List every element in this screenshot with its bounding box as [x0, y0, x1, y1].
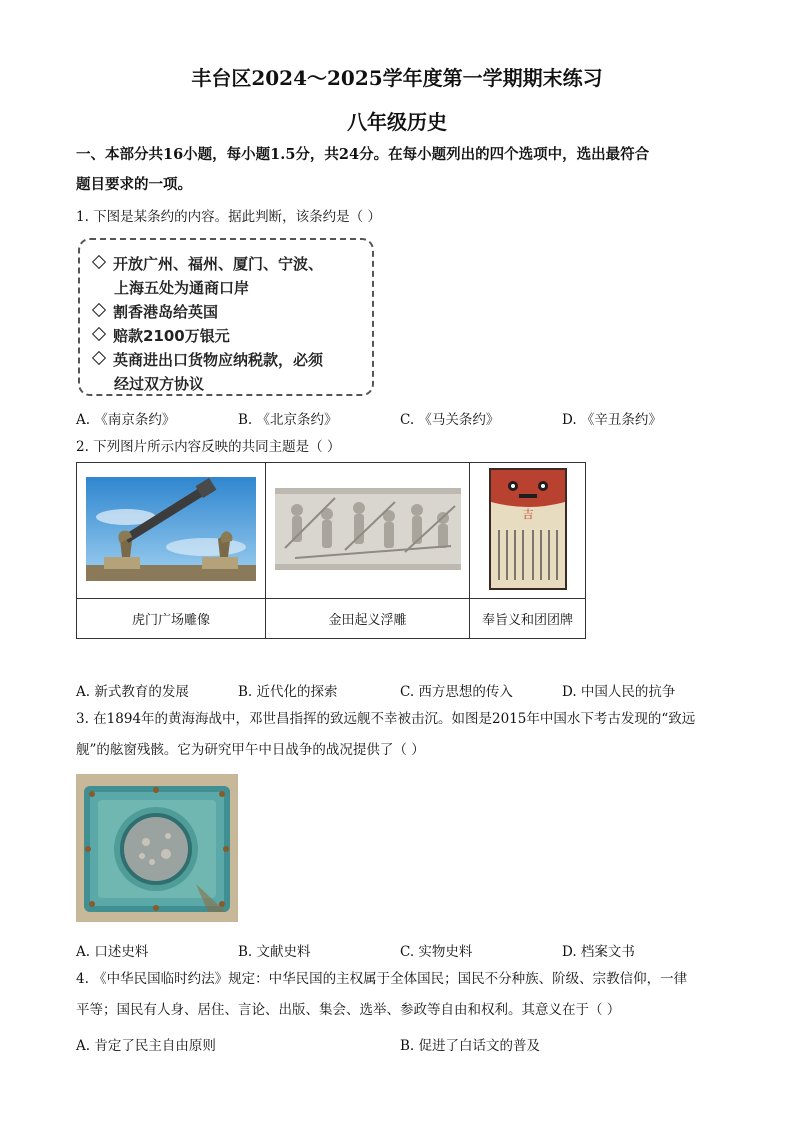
q1-option-a[interactable]: A. 《南京条约》: [76, 412, 176, 428]
q1-stem: 1. 下图是某条约的内容。据此判断，该条约是（ ）: [76, 209, 381, 225]
q4-stem: [76, 964, 726, 1026]
q3-stem: [76, 704, 726, 766]
q3-option-d[interactable]: D. 档案文书: [562, 944, 635, 960]
q2-option-b[interactable]: B. 近代化的探索: [238, 684, 338, 700]
caption-jintian: 金田起义浮雕: [266, 599, 470, 639]
q4-stem-line2: 平等；国民有人身、居住、言论、出版、集会、选举、参政等自由和权利。其意义在于（ ）: [76, 1002, 621, 1018]
q4-option-a[interactable]: A. 肯定了民主自由原则: [76, 1038, 216, 1054]
treaty-item-4-cont: 经过双方协议: [114, 375, 205, 393]
q4-stem-line1: 4. 《中华民国临时约法》规定：中华民国的主权属于全体国民；国民不分种族、阶级、宗教信仰，一律: [76, 971, 688, 987]
q3-option-c[interactable]: C. 实物史料: [400, 944, 473, 960]
boxer-shield-image: [470, 463, 586, 599]
section-instructions-line1: 一、本部分共16小题，每小题1.5分，共24分。在每小题列出的四个选项中，选出最符合: [76, 146, 650, 163]
q1-option-d[interactable]: D. 《辛丑条约》: [562, 412, 662, 428]
section-instructions-line2: 题目要求的一项。: [76, 176, 192, 193]
diamond-bullet-icon: [92, 351, 106, 365]
q1-option-b[interactable]: B. 《北京条约》: [238, 412, 338, 428]
q2-option-c[interactable]: C. 西方思想的传入: [400, 684, 513, 700]
treaty-item-4: 英商进出口货物应纳税款，必须: [92, 349, 323, 370]
treaty-item-2: 割香港岛给英国: [92, 301, 218, 322]
q3-option-b[interactable]: B. 文献史料: [238, 944, 311, 960]
q4-option-b[interactable]: B. 促进了白话文的普及: [400, 1038, 541, 1054]
diamond-bullet-icon: [92, 303, 106, 317]
page-subtitle: 八年级历史: [347, 110, 447, 134]
q3-option-a[interactable]: A. 口述史料: [76, 944, 149, 960]
q3-stem-line1: 3. 在1894年的黄海海战中，邓世昌指挥的致远舰不幸被击沉。如图是2015年中国水下考古发现的“致远: [76, 711, 696, 727]
treaty-item-1-cont: 上海五处为通商口岸: [114, 279, 250, 297]
treaty-item-3: 赔款2100万银元: [92, 325, 230, 346]
q2-option-a[interactable]: A. 新式教育的发展: [76, 684, 189, 700]
svg-text:吉: 吉: [522, 507, 533, 521]
caption-humen: 虎门广场雕像: [77, 599, 266, 639]
diamond-bullet-icon: [92, 327, 106, 341]
q2-option-d[interactable]: D. 中国人民的抗争: [562, 684, 676, 700]
porthole-relic-image: [76, 774, 238, 922]
q3-stem-line2: 舰”的舷窗残骸。它为研究甲午中日战争的战况提供了（ ）: [76, 742, 425, 758]
caption-boxer: 奉旨义和团团牌: [470, 599, 586, 639]
q2-stem: 2. 下列图片所示内容反映的共同主题是（ ）: [76, 439, 341, 455]
section-instructions: [76, 140, 726, 200]
diamond-bullet-icon: [92, 255, 106, 269]
q1-option-c[interactable]: C. 《马关条约》: [400, 412, 500, 428]
humen-statue-image: [77, 463, 266, 599]
q2-picture-table: [76, 462, 586, 639]
treaty-item-1: 开放广州、福州、厦门、宁波、: [92, 253, 323, 274]
jintian-relief-image: [266, 463, 470, 599]
treaty-content-box: [78, 238, 374, 396]
page-title: 丰台区2024～2025学年度第一学期期末练习: [191, 66, 603, 90]
